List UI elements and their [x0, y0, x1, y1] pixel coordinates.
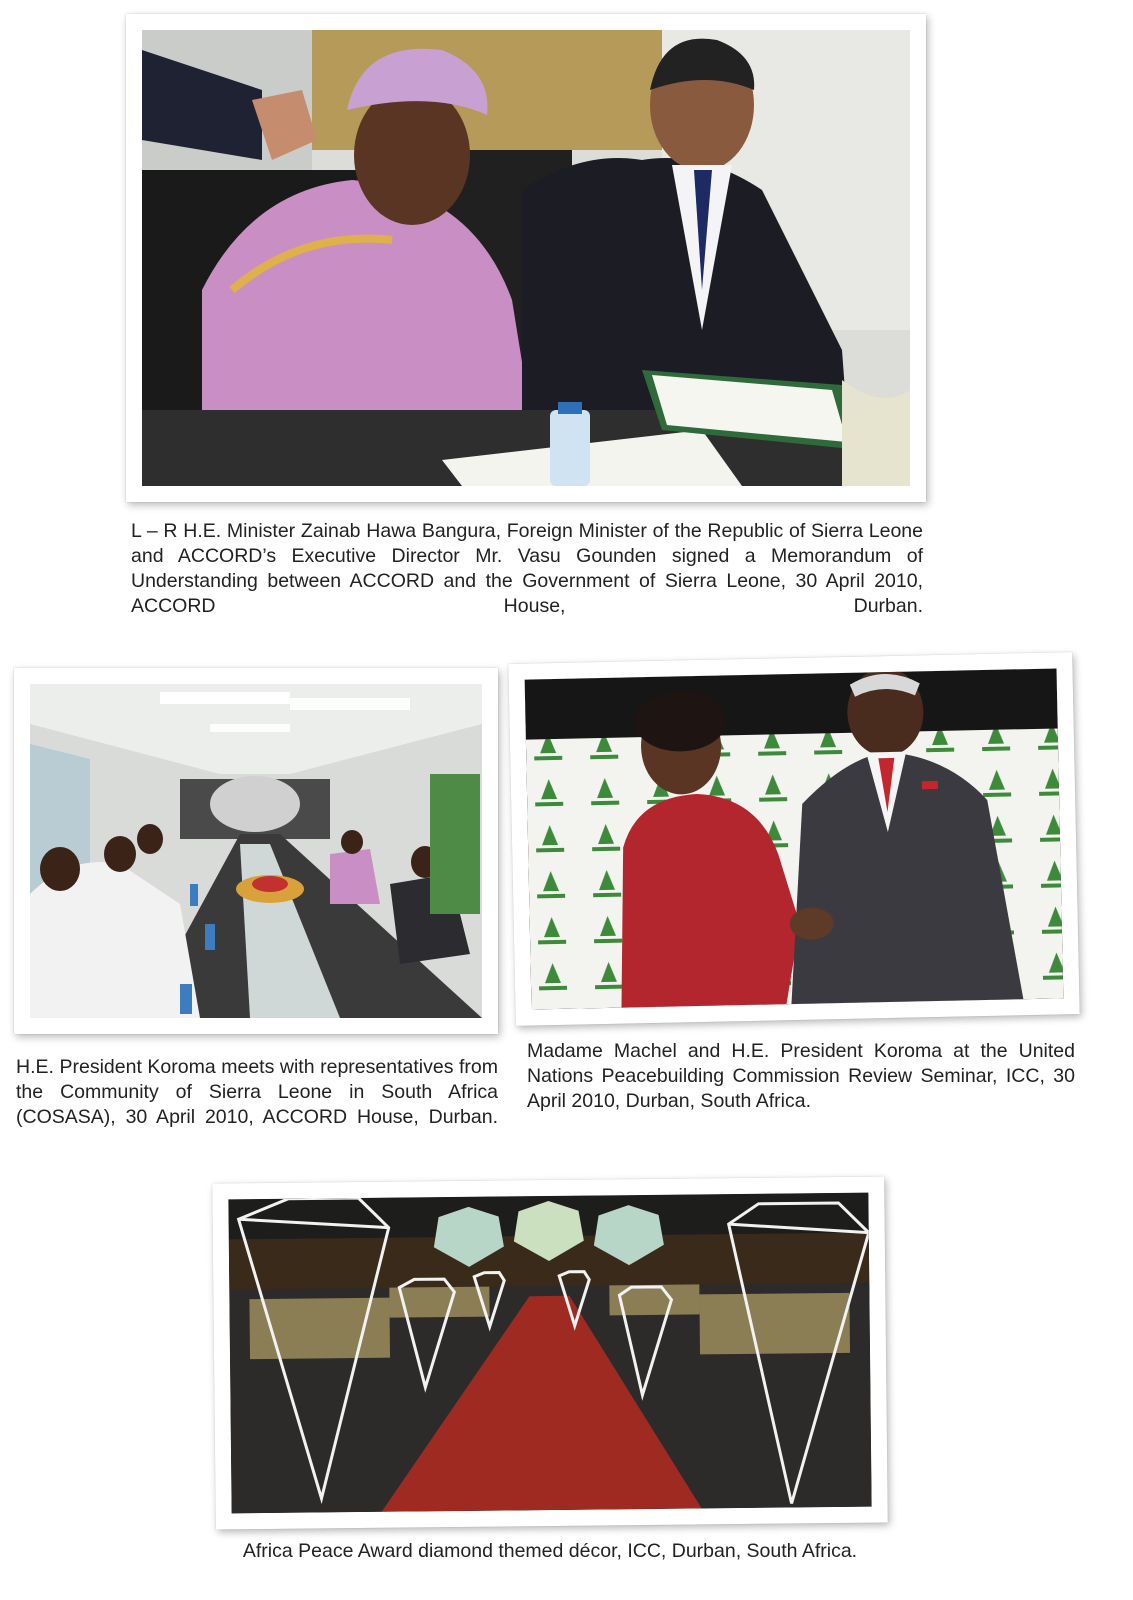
meeting-scene: [30, 684, 482, 1018]
caption-signing: L – R H.E. Minister Zainab Hawa Bangura, Foreign Minister of the Republic of Sierra Leone and ACCORD’s Executive Director Mr. Vasu Gounden signed a Memorandum of Understanding between ACCORD and the Government of Sierra Leone, 30 April 2010, ACCORD House, Durban.: [131, 520, 923, 617]
signing-scene: [142, 30, 910, 486]
caption-handshake: Madame Machel and H.E. President Koroma at the United Nations Peacebuilding Commission Review Seminar, ICC, 30 April 2010, Durban, South Africa.: [527, 1040, 1075, 1112]
photo-frame-decor: [212, 1176, 888, 1529]
photo-handshake: [525, 668, 1064, 1009]
caption-meeting: H.E. President Koroma meets with representatives from the Community of Sierra Leone in South Africa (COSASA), 30 April 2010, ACCORD House, Durban.: [16, 1056, 498, 1128]
photo-cosasa-meeting: [30, 684, 482, 1018]
photo-diamond-decor: [228, 1193, 871, 1514]
photo-frame-signing: [126, 14, 926, 502]
photo-frame-handshake: [508, 652, 1079, 1026]
photo-frame-meeting: [14, 668, 498, 1034]
decor-scene: [228, 1193, 871, 1514]
caption-decor: Africa Peace Award diamond themed décor, ICC, Durban, South Africa.: [242, 1540, 858, 1562]
handshake-scene: [525, 668, 1064, 1009]
photo-signing-ceremony: [142, 30, 910, 486]
